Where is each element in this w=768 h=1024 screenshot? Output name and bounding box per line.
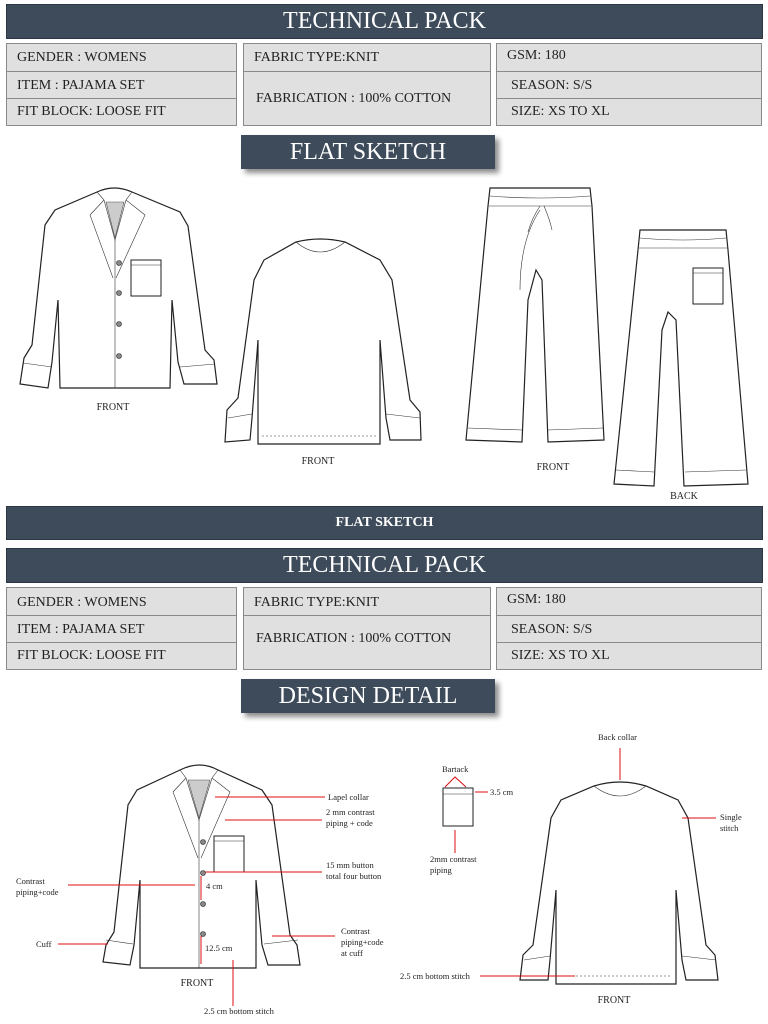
label-cuff-right-3: at cuff xyxy=(341,948,363,958)
label-single-stitch-2: stitch xyxy=(720,823,739,833)
size-field-2: SIZE: XS TO XL xyxy=(511,648,610,663)
fabrication-field: FABRICATION : 100% COTTON xyxy=(256,91,452,106)
fit-block-field: FIT BLOCK: LOOSE FIT xyxy=(17,104,166,119)
fabrication-field-2: FABRICATION : 100% COTTON xyxy=(256,631,452,646)
season-field-2: SEASON: S/S xyxy=(497,616,761,643)
label-cuff-right-2: piping+code xyxy=(341,937,384,947)
fabric-type-field-2: FABRIC TYPE:KNIT xyxy=(244,588,490,616)
label-pocket-piping-1: 2mm contrast xyxy=(430,854,477,864)
technical-pack-banner: TECHNICAL PACK xyxy=(6,4,763,39)
caption-pants-back: BACK xyxy=(670,491,698,502)
label-button-1: 15 mm button xyxy=(326,860,374,870)
flat-sketch-footer: FLAT SKETCH xyxy=(6,506,763,540)
caption-pants-front: FRONT xyxy=(536,462,570,473)
caption-detail-front: FRONT xyxy=(180,978,214,989)
label-bottom-stitch: 2.5 cm bottom stitch xyxy=(204,1006,274,1016)
gsm-field: GSM: 180 xyxy=(497,44,761,72)
label-contrast-left-1: Contrast xyxy=(16,876,45,886)
fit-block-field-2: FIT BLOCK: LOOSE FIT xyxy=(17,648,166,663)
label-pocket-piping-2: piping xyxy=(430,865,452,875)
label-single-stitch-1: Single xyxy=(720,812,742,822)
label-contrast-left-2: piping+code xyxy=(16,887,59,897)
size-field: SIZE: XS TO XL xyxy=(511,104,610,119)
label-bartack: Bartack xyxy=(442,764,469,774)
item-field: ITEM : PAJAMA SET xyxy=(7,72,236,99)
label-piping-2: piping + code xyxy=(326,818,373,828)
caption-shirt-front: FRONT xyxy=(96,402,130,413)
technical-pack-banner-2: TECHNICAL PACK xyxy=(6,548,763,583)
label-back-bottom-stitch: 2.5 cm bottom stitch xyxy=(400,971,470,981)
season-field: SEASON: S/S xyxy=(497,72,761,99)
label-button-2: total four button xyxy=(326,871,382,881)
label-hem-spacing: 12.5 cm xyxy=(205,943,233,953)
caption-detail-back: FRONT xyxy=(597,995,631,1006)
gender-field-2: GENDER : WOMENS xyxy=(7,588,236,616)
gsm-field-2: GSM: 180 xyxy=(497,588,761,616)
label-cuff-right-1: Contrast xyxy=(341,926,370,936)
label-back-collar: Back collar xyxy=(598,732,637,742)
flat-sketch-subtitle: FLAT SKETCH xyxy=(241,135,495,169)
design-detail-subtitle: DESIGN DETAIL xyxy=(241,679,495,713)
label-cuff: Cuff xyxy=(36,939,52,949)
label-piping-1: 2 mm contrast xyxy=(326,807,375,817)
label-lapel-collar: Lapel collar xyxy=(328,792,369,802)
label-button-spacing: 4 cm xyxy=(206,881,223,891)
fabric-type-field: FABRIC TYPE:KNIT xyxy=(244,44,490,72)
label-pocket-size: 3.5 cm xyxy=(490,787,514,797)
caption-shirt-back: FRONT xyxy=(301,456,335,467)
gender-field: GENDER : WOMENS xyxy=(7,44,236,72)
item-field-2: ITEM : PAJAMA SET xyxy=(7,616,236,643)
